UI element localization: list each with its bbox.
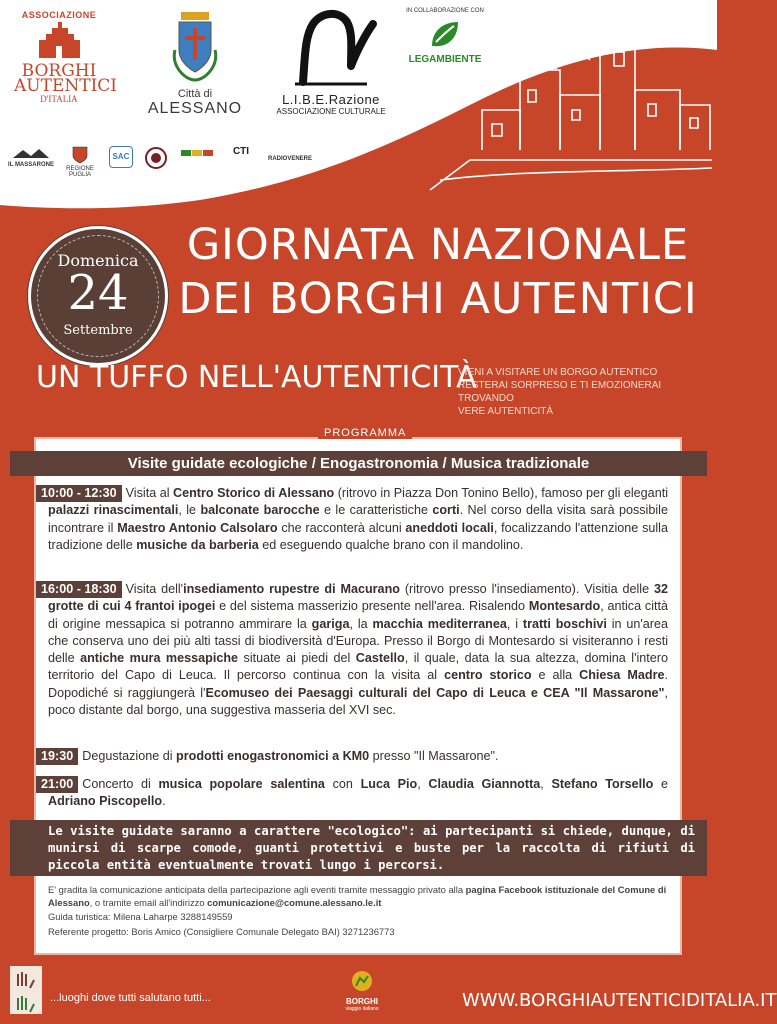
sponsor-colored-logo — [180, 146, 216, 162]
collab-label: IN COLLABORAZIONE CON — [406, 8, 484, 14]
programme-text: , antica città di origine messapica si potranno ammirare la — [48, 599, 669, 631]
programme-text: Concerto di — [82, 777, 159, 791]
programme-text: . Dopodiché si raggiungerà l' — [48, 668, 669, 700]
referent-contact: Referente progetto: Boris Amico (Consigliere Comunale Delegato BAI) 3271236773 — [48, 926, 395, 937]
sponsor-radiovenere — [268, 156, 313, 162]
massarone-icon — [11, 146, 51, 160]
time-label: 16:00 - 18:30 — [36, 581, 122, 598]
time-label: 10:00 - 12:30 — [36, 485, 122, 502]
sponsor-label-0: IL MASSARONE — [8, 162, 54, 168]
alessano-logo — [140, 10, 250, 118]
hands-logo — [10, 966, 42, 1014]
programme-text: e — [653, 777, 668, 791]
borghi-autentici-logo — [14, 10, 118, 104]
programme-text: Visita dell' — [125, 582, 184, 596]
programme-text: che racconterà alcuni — [277, 520, 406, 535]
sponsor-massarone — [8, 146, 54, 168]
programme-text: (ritrovo presso l'insediamento). Visitia delle — [399, 582, 654, 596]
guide-contact: Guida turistica: Milena Laharpe 3288149559 — [48, 911, 233, 922]
side-line2: RESTERAI SORPRESO E TI EMOZIONERAI TROVANDO — [458, 380, 662, 404]
programme-highlight: Castello — [355, 651, 405, 666]
programme-highlight: Adriano Piscopello — [48, 794, 163, 809]
sponsor-label-6: RADIOVENERE — [268, 156, 313, 162]
sponsor-cti — [224, 146, 258, 157]
title-line2: DEI BORGHI AUTENTICI — [178, 274, 698, 324]
programme-text: e alla — [531, 668, 580, 683]
programme-highlight: Chiesa Madre — [579, 668, 665, 683]
programme-text: situate ai piedi del — [238, 651, 356, 666]
programme-item-morning — [41, 485, 668, 554]
programme-heading: Visite guidate ecologiche / Enogastronomia / Musica tradizionale — [10, 451, 707, 476]
legambiente-label: LEGAMBIENTE — [408, 54, 482, 65]
coat-of-arms-icon — [167, 10, 223, 84]
programme-text: . Nel corso della visita sarà possibile incontrare il — [48, 503, 668, 535]
info-text: E' gradita la comunicazione anticipata della partecipazione agli eventi tramite messaggio privato alla — [48, 884, 466, 895]
programme-highlight: Maestro Antonio Calsolaro — [117, 520, 278, 535]
programme-highlight: Ecomuseo dei Paesaggi culturali del Capo di Leuca e CEA "Il Massarone" — [205, 685, 665, 700]
sponsor-round-seal — [142, 146, 170, 172]
programme-text: , poco distante dal borgo, una suggestiva masseria del XVI sec. — [48, 685, 669, 718]
programme-text: con — [324, 777, 361, 791]
center-logo-sub: viaggio italiano — [345, 1006, 379, 1012]
programme-highlight: musiche da barberia — [136, 537, 259, 552]
website-url[interactable]: WWW.BORGHIAUTENTICIDITALIA.IT — [462, 990, 777, 1011]
regione-shield-icon — [72, 146, 88, 164]
programme-highlight: balconate barocche — [200, 503, 320, 518]
programme-highlight: aneddoti locali — [405, 520, 494, 535]
legambiente-leaf-icon — [428, 20, 462, 50]
programme-text: ed eseguendo qualche brano con il mandolino. — [258, 537, 524, 552]
programme-item-concert — [41, 776, 668, 811]
programme-highlight: 32 grotte di cui 4 frantoi ipogei — [48, 582, 668, 614]
programme-highlight: Montesardo — [528, 599, 601, 614]
tagline: UN TUFFO NELL'AUTENTICITÀ — [36, 360, 477, 395]
programme-highlight: Centro Storico di Alessano — [173, 486, 335, 500]
legambiente-logo — [400, 8, 490, 65]
side-line3: VERE AUTENTICITÀ — [458, 406, 554, 417]
programme-text: e le caratteristiche — [319, 503, 433, 518]
title-line1: GIORNATA NAZIONALE — [186, 220, 690, 270]
programme-text: , focalizzando l'attenzione sulla tradizione delle — [48, 520, 668, 552]
badge-day: 24 — [67, 265, 129, 321]
programme-label: PROGRAMMA — [318, 427, 412, 439]
borghi-line1: BORGHI — [21, 61, 97, 81]
center-logo-text: BORGHI — [346, 997, 378, 1006]
programme-highlight: insediamento rupestre di Macurano — [183, 582, 400, 596]
tagline-side-text — [458, 366, 698, 418]
programme-highlight: corti — [432, 503, 460, 518]
liberazione-sub: ASSOCIAZIONE CULTURALE — [276, 107, 386, 116]
programme-text: Visita al — [125, 486, 174, 500]
info-text: , o tramite email all'indirizzo — [89, 897, 208, 908]
round-seal-icon — [144, 146, 168, 170]
programme-text: . — [162, 794, 166, 809]
main-title — [178, 218, 698, 326]
programme-highlight: centro storico — [444, 668, 532, 683]
borghi-viaggio-logo — [344, 970, 380, 1012]
time-label: 19:30 — [36, 748, 78, 765]
badge-month: Settembre — [63, 323, 133, 338]
date-badge — [28, 226, 168, 366]
borghi-line2: AUTENTICI — [14, 76, 118, 96]
programme-highlight: Claudia Giannotta — [428, 777, 541, 791]
city-prefix: Città di — [177, 88, 213, 100]
sponsor-label-2: SAC — [109, 146, 133, 168]
assoc-label: ASSOCIAZIONE — [21, 10, 97, 20]
castle-icon — [34, 20, 84, 60]
borghi-line3: D'ITALIA — [40, 94, 78, 104]
colored-stripes-icon — [181, 146, 215, 160]
time-label: 21:00 — [36, 776, 78, 793]
programme-text: , — [540, 777, 552, 791]
programme-text: presso "Il Massarone". — [369, 749, 499, 763]
programme-highlight: gariga — [311, 616, 350, 631]
sponsor-label-5: CTI — [232, 146, 250, 157]
programme-text: , il quale, data la sua altezza, domina l'intero territorio del Capo di Leuca. Il percorso continua con la visita al — [48, 651, 668, 683]
ecological-note: Le visite guidate saranno a carattere "ecologico": ai partecipanti si chiede, dunque, di munirsi di scarpe comode, guanti protettivi e buste per la raccolta di rifiuti di piccola entità eventualmente trovati lungo i percorsi. — [10, 820, 707, 876]
sponsor-regione-puglia — [60, 146, 100, 178]
sponsor-label-1: REGIONE PUGLIA — [66, 166, 94, 178]
participation-info — [48, 883, 670, 909]
liberazione-mark-icon — [281, 6, 381, 88]
programme-text: , — [417, 777, 429, 791]
programme-highlight: macchia mediterranea — [372, 616, 507, 631]
programme-text: , i — [506, 616, 523, 631]
city-name: ALESSANO — [147, 100, 243, 117]
info-highlight[interactable]: comunicazione@comune.alessano.le.it — [207, 897, 382, 908]
programme-text: e del sistema masserizio presente nell'area. Risalendo — [215, 599, 529, 614]
programme-highlight: antiche mura messapiche — [80, 651, 239, 666]
info-highlight: pagina Facebook istituzionale del Comune di Alessano — [48, 884, 667, 908]
side-line1: VIENI A VISITARE UN BORGO AUTENTICO — [458, 367, 658, 378]
programme-highlight: prodotti enogastronomici a KM0 — [176, 749, 370, 763]
programme-item-tasting — [41, 748, 668, 765]
programme-item-afternoon — [41, 581, 669, 719]
programme-text: Degustazione di — [82, 749, 177, 763]
programme-highlight: palazzi rinascimentali — [48, 503, 179, 518]
programme-highlight: tratti boschivi — [522, 616, 607, 631]
programme-highlight: Stefano Torsello — [551, 777, 654, 791]
programme-text: , la — [349, 616, 373, 631]
sponsor-sac — [106, 146, 136, 168]
liberazione-logo — [272, 6, 390, 116]
slogan: ...luoghi dove tutti salutano tutti... — [50, 992, 211, 1004]
programme-highlight: musica popolare salentina — [158, 777, 325, 791]
programme-text: in un'area che conserva uno dei più alti tassi di biodiversità d'Europa. Presso il Borgo di Montesardo si visiteranno i resti delle — [48, 616, 668, 666]
borghi-viaggio-icon — [350, 970, 374, 992]
programme-highlight: Luca Pio — [360, 777, 418, 791]
liberazione-title: L.I.B.E.Razione — [282, 92, 380, 107]
badge-day-of-week: Domenica — [57, 251, 139, 270]
hands-icon — [10, 966, 42, 1014]
programme-text: , le — [178, 503, 201, 518]
programme-text: (ritrovo in Piazza Don Tonino Bello), famoso per gli eleganti — [334, 486, 668, 500]
